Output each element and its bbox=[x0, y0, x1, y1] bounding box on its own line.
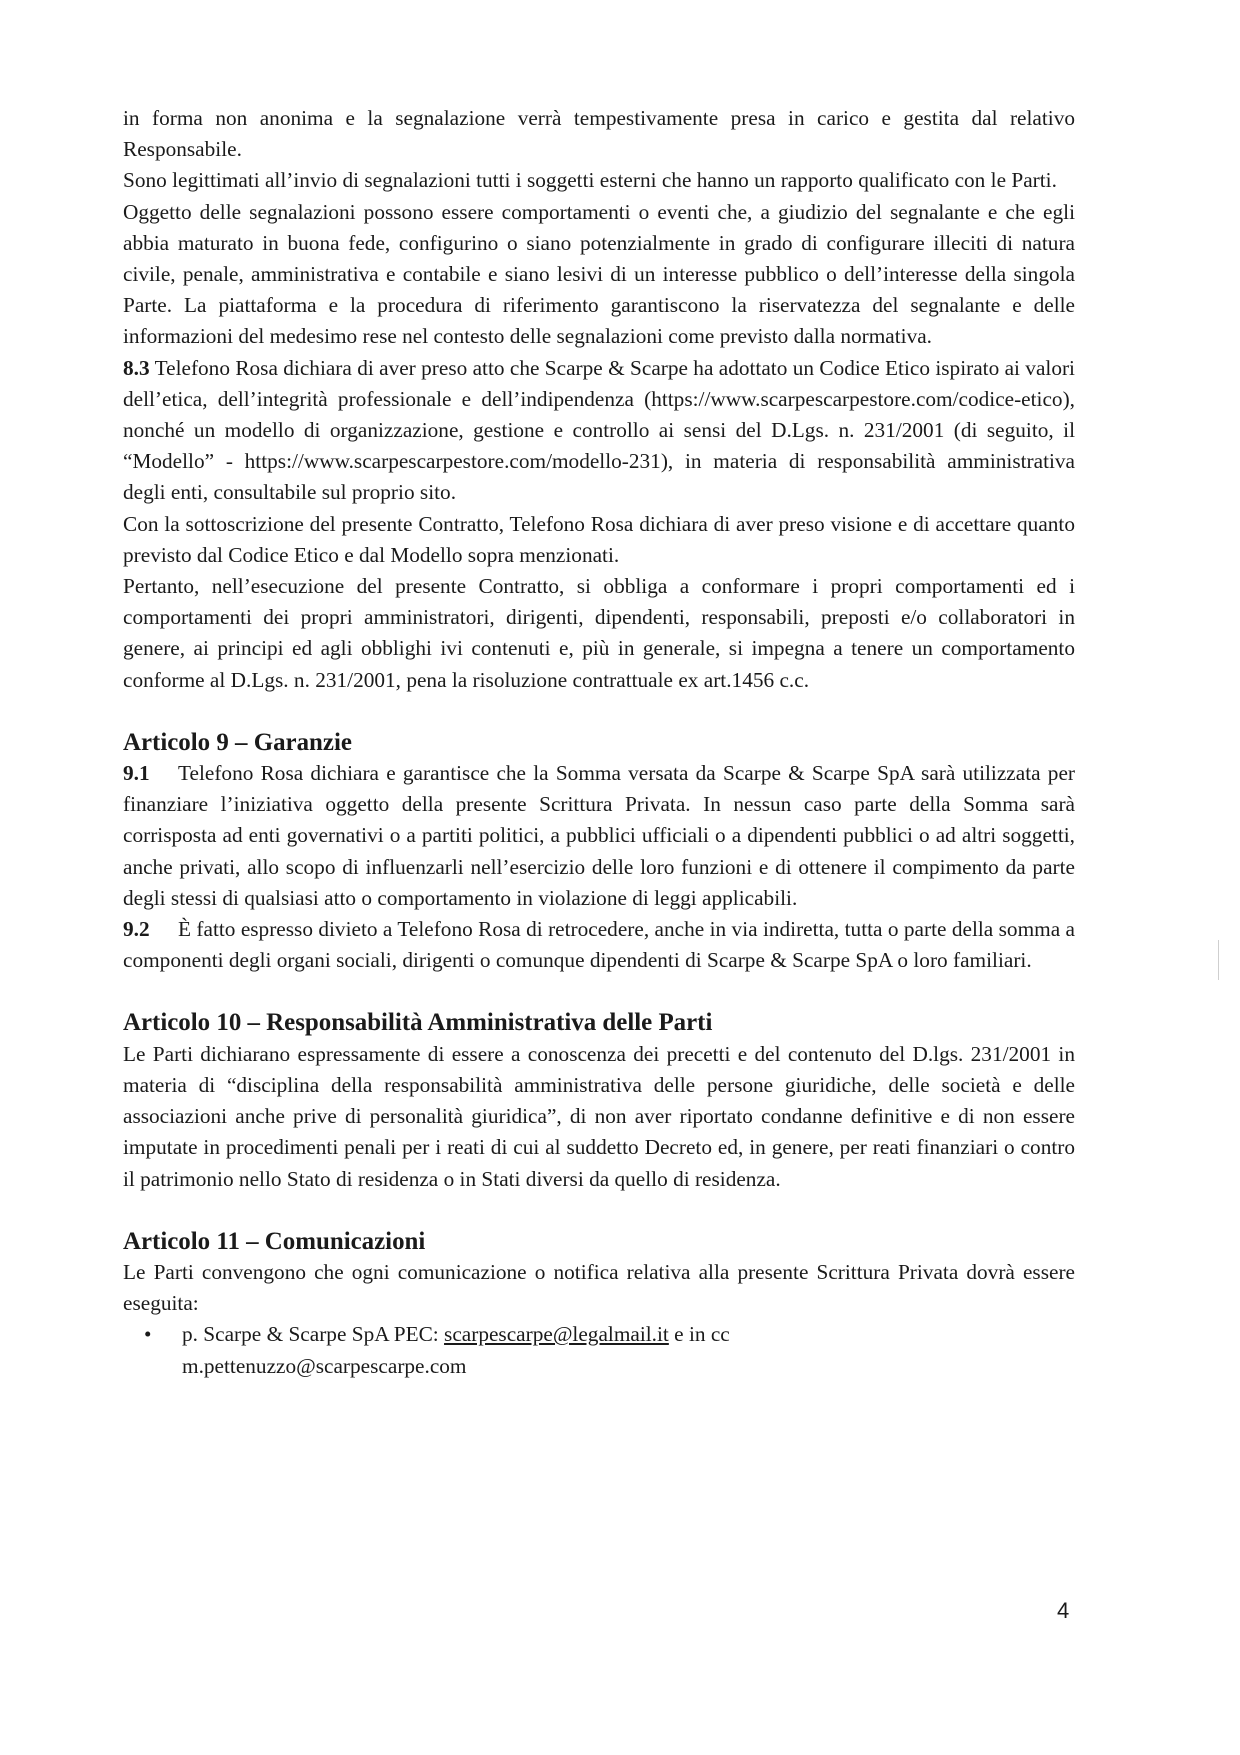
clause-number: 9.2 bbox=[123, 917, 150, 942]
clause-number: 9.1 bbox=[123, 761, 150, 786]
article-9-heading: Articolo 9 – Garanzie bbox=[123, 728, 352, 756]
intro-paragraph-3: Oggetto delle segnalazioni possono essere comportamenti o eventi che, a giudizio del segnalante e che egli abbia maturato in buona fede, configurino o siano potenzialmente in grado di configurare illeciti di natura civile, penale, amministrativa e contabile e siano lesivi di un interesse pubblico o dell’interesse della singola Parte. La piattaforma e la procedura di riferimento garantiscono la riservatezza del segnalante e delle informazioni del medesimo rese nel contesto delle segnalazioni come previsto dalla normativa. bbox=[123, 199, 1075, 349]
clause-number: 8.3 bbox=[123, 355, 150, 380]
communications-list bbox=[123, 1319, 1075, 1381]
page-number: 4 bbox=[1057, 1598, 1070, 1623]
clause-text: Telefono Rosa dichiara di aver preso atto che Scarpe & Scarpe ha adottato un Codice Etico ispirato ai valori dell’etica, dell’integrità professionale e dell’indipendenza (https://www.scarpescarpestore.com/codice-etico), nonché un modello di organizzazione, gestione e controllo ai sensi del D.Lgs. n. 231/2001 (di seguito, il “Modello” - https://www.scarpescarpestore.com/modello-231), in materia di responsabilità amministrativa degli enti, consultabile sul proprio sito. bbox=[123, 355, 1075, 505]
intro-paragraph-1: in forma non anonima e la segnalazione verrà tempestivamente presa in carico e gestita dal relativo Responsabile. bbox=[123, 106, 1075, 162]
article-10-heading: Articolo 10 – Responsabilità Amministrativa delle Parti bbox=[123, 1009, 713, 1037]
article-11-text: Le Parti convengono che ogni comunicazione o notifica relativa alla presente Scrittura Privata dovrà essere eseguita: bbox=[123, 1259, 1075, 1316]
clause-text: Telefono Rosa dichiara e garantisce che la Somma versata da Scarpe & Scarpe SpA sarà utilizzata per finanziare l’iniziativa oggetto della presente Scrittura Privata. In nessun caso parte della Somma sarà corrisposta ad enti governativi o a partiti politici, a pubblici ufficiali o a dipendenti pubblici o ad altri soggetti, anche privati, allo scopo di influenzarli nell’esercizio delle loro funzioni e di ottenere il compimento da parte degli stessi di qualsiasi atto o comportamento in violazione di leggi applicabili. bbox=[123, 761, 1075, 910]
scan-artifact bbox=[1218, 940, 1219, 980]
clause-8-3 bbox=[123, 353, 1075, 509]
list-item bbox=[123, 1319, 1075, 1381]
bullet-icon: • bbox=[144, 1322, 152, 1347]
cc-email: m.pettenuzzo@scarpescarpe.com bbox=[182, 1353, 467, 1378]
recipient-suffix: e in cc bbox=[668, 1322, 730, 1347]
clause-9-2 bbox=[123, 914, 1075, 976]
recipient-prefix: p. Scarpe & Scarpe SpA PEC: bbox=[182, 1322, 445, 1347]
clause-text: È fatto espresso divieto a Telefono Rosa di retrocedere, anche in via indiretta, tutta o parte della somma a componenti degli organi sociali, dirigenti o comunque dipendenti di Scarpe & Scarpe SpA o loro familiari. bbox=[123, 917, 1075, 973]
intro-paragraph-2: Sono legittimati all’invio di segnalazioni tutti i soggetti esterni che hanno un rapporto qualificato con le Parti. bbox=[123, 168, 1057, 193]
article-11-heading: Articolo 11 – Comunicazioni bbox=[123, 1227, 426, 1255]
document-page bbox=[123, 103, 1075, 1382]
article-10-text: Le Parti dichiarano espressamente di essere a conoscenza dei precetti e del contenuto del D.lgs. 231/2001 in materia di “disciplina della responsabilità amministrativa delle persone giuridiche, delle società e delle associazioni anche prive di personalità giuridica”, di non aver riportato condanne definitive e di non essere imputate in procedimenti penali per i reati di cui al suddetto Decreto ed, in genere, per reati finanziari o contro il patrimonio nello Stato di residenza o in Stati diversi da quello di residenza. bbox=[123, 1041, 1075, 1191]
pec-email-link[interactable]: scarpescarpe@legalmail.it bbox=[444, 1322, 669, 1347]
clause-8-3-followup-2: Pertanto, nell’esecuzione del presente Contratto, si obbliga a conformare i propri comportamenti ed i comportamenti dei propri amministratori, dirigenti, dipendenti, responsabili, preposti e/o collaboratori in genere, ai principi ed agli obblighi ivi contenuti e, più in generale, si impegna a tenere un comportamento conforme al D.Lgs. n. 231/2001, pena la risoluzione contrattuale ex art.1456 c.c. bbox=[123, 574, 1075, 692]
clause-9-1 bbox=[123, 758, 1075, 914]
clause-8-3-followup-1: Con la sottoscrizione del presente Contratto, Telefono Rosa dichiara di aver preso visione e di accettare quanto previsto dal Codice Etico e dal Modello sopra menzionati. bbox=[123, 511, 1075, 567]
